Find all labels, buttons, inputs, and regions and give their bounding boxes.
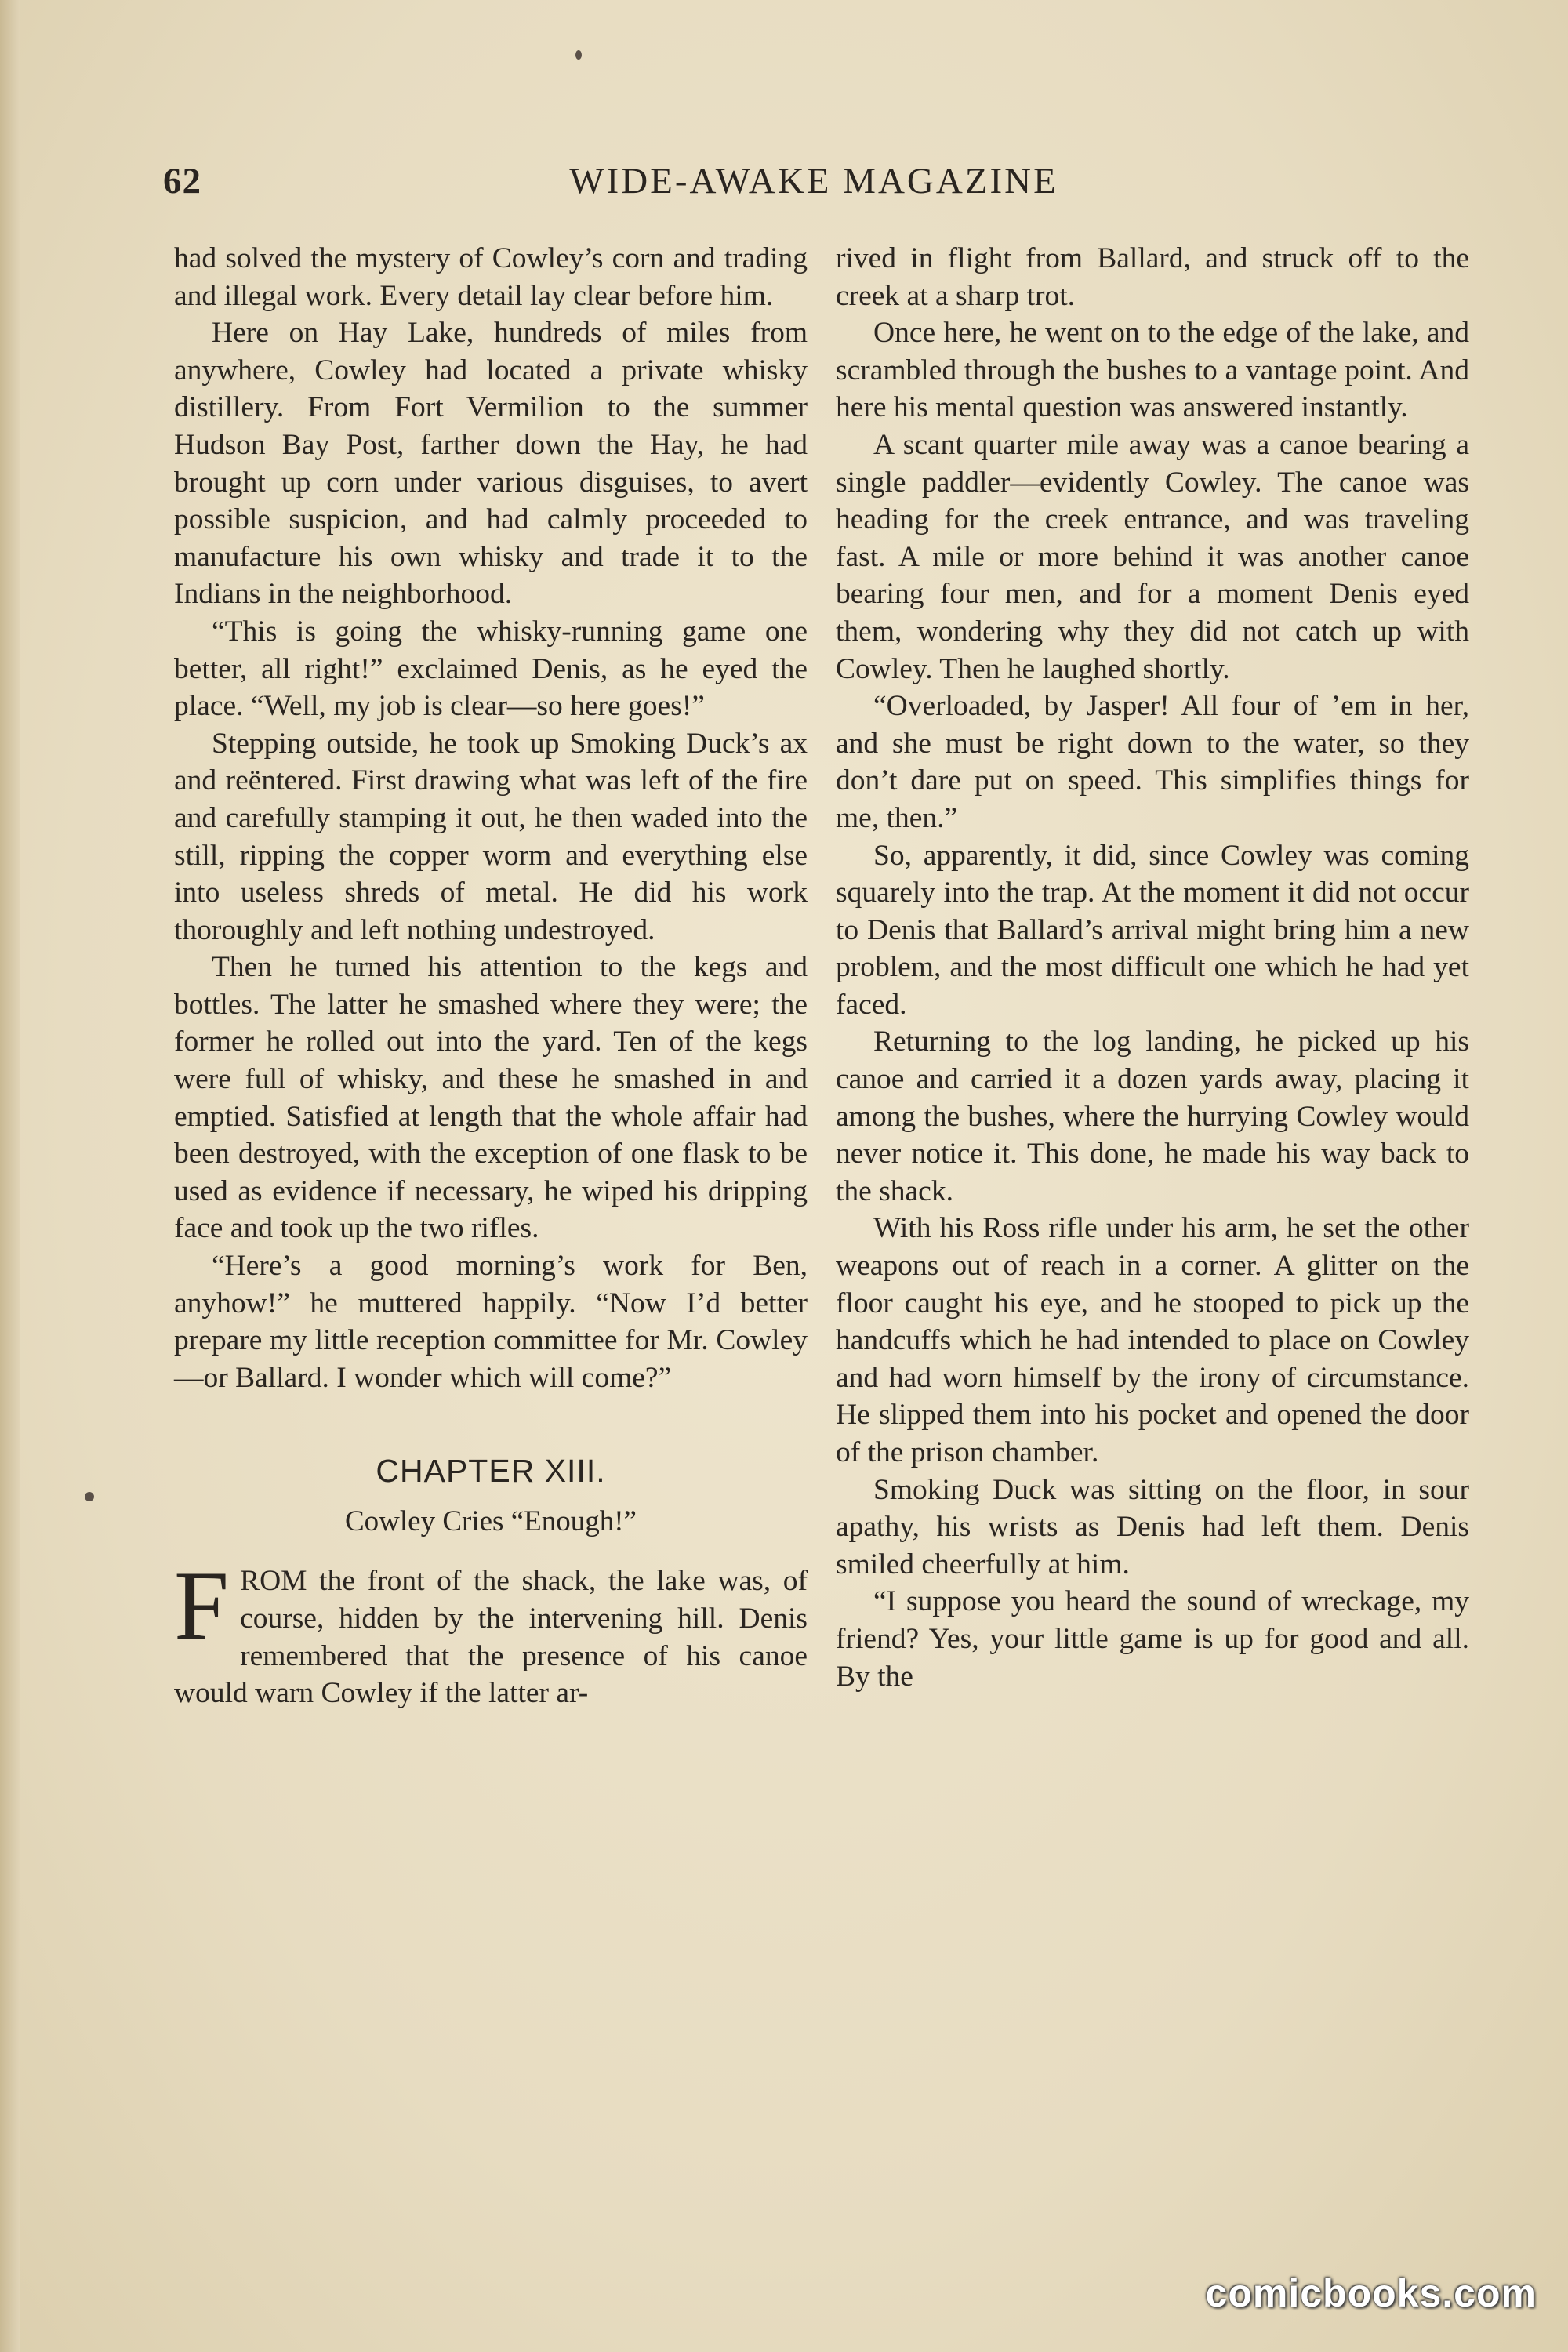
left-column xyxy=(174,240,808,1712)
paragraph: Smoking Duck was sitting on the floor, in sour apathy, his wrists as Denis had left them. Denis smiled cheerfully at him. xyxy=(836,1473,1469,1581)
chapter-header xyxy=(174,1451,808,1539)
paragraph: “I suppose you heard the sound of wreckage, my friend? Yes, your little game is up for good and all. By the xyxy=(836,1585,1469,1693)
watermark: comicbooks.com xyxy=(1205,2271,1537,2315)
paragraph: “Here’s a good morning’s work for Ben, anyhow!” he muttered happily. “Now I’d better prepare my little reception committee for Mr. Cowley—or Ballard. I wonder which will come?” xyxy=(174,1250,808,1394)
magazine-title: WIDE-AWAKE MAGAZINE xyxy=(569,161,1058,201)
page-edge xyxy=(0,0,20,2352)
page-number: 62 xyxy=(163,161,201,201)
paragraph: had solved the mystery of Cowley’s corn and trading and illegal work. Every detail lay clear before him. xyxy=(174,242,808,312)
paragraph: “This is going the whisky-running game one better, all right!” exclaimed Denis, as he eyed the place. “Well, my job is clear—so here goes!” xyxy=(174,615,808,723)
paragraph: So, apparently, it did, since Cowley was coming squarely into the trap. At the moment it did not occur to Denis that Ballard’s arrival might bring him a new problem, and the most difficult one which he had yet faced. xyxy=(836,839,1469,1021)
paragraph: “Overloaded, by Jasper! All four of ’em in her, and she must be right down to the water, so they don’t dare put on speed. This simplifies things for me, then.” xyxy=(836,690,1469,834)
paragraph: Then he turned his attention to the kegs and bottles. The latter he smashed where they were; the former he rolled out into the yard. Ten of the kegs were full of whisky, and these he smashed in and emptied. Satisfied at length that the whole affair had been destroyed, with the exception of one flask to be used as evidence if necessary, he wiped his dripping face and took up the two rifles. xyxy=(174,951,808,1245)
paragraph: Stepping outside, he took up Smoking Duck’s ax and reëntered. First drawing what was left of the fire and carefully stamping it out, he then waded into the still, ripping the copper worm and everything else into useless shreds of metal. He did his work thoroughly and left nothing undestroyed. xyxy=(174,727,808,946)
right-column xyxy=(836,240,1469,1695)
ink-speck xyxy=(85,1492,94,1501)
chapter-opening-paragraph xyxy=(174,1552,808,1711)
paragraph: Here on Hay Lake, hundreds of miles from anywhere, Cowley had located a private whisky distillery. From Fort Vermilion to the summer Hudson Bay Post, farther down the Hay, he had brought up corn under various disguises, to avert possible suspicion, and had calmly proceeded to manufacture his own whisky and trade it to the Indians in the neighborhood. xyxy=(174,317,808,611)
page-header xyxy=(163,160,1465,215)
paragraph: rived in flight from Ballard, and struck off to the creek at a sharp trot. xyxy=(836,242,1469,312)
ink-speck xyxy=(575,50,582,60)
chapter-heading: CHAPTER XIII. xyxy=(376,1453,606,1490)
chapter-subtitle: Cowley Cries “Enough!” xyxy=(345,1505,637,1538)
paragraph: Returning to the log landing, he picked up his canoe and carried it a dozen yards away, placing it among the bushes, where the hurrying Cowley would never notice it. This done, he made his way back to the shack. xyxy=(836,1025,1469,1207)
drop-cap: F xyxy=(174,1552,230,1661)
chapter-opening-text: ROM the front of the shack, the lake was, of course, hidden by the intervening hill. Denis remembered that the presence of his canoe would warn Cowley if the latter ar- xyxy=(174,1565,808,1710)
paragraph: A scant quarter mile away was a canoe bearing a single paddler—evidently Cowley. The canoe was heading for the creek entrance, and was traveling fast. A mile or more behind it was another canoe bearing four men, and for a moment Denis eyed them, wondering why they did not catch up with Cowley. Then he laughed shortly. xyxy=(836,428,1469,685)
paragraph: Once here, he went on to the edge of the lake, and scrambled through the bushes to a vantage point. And here his mental question was answered instantly. xyxy=(836,317,1469,424)
paragraph: With his Ross rifle under his arm, he set the other weapons out of reach in a corner. A glitter on the floor caught his eye, and he stooped to pick up the handcuffs which he had intended to place on Cowley and had worn himself by the irony of circumstance. He slipped them into his pocket and opened the door of the prison chamber. xyxy=(836,1212,1469,1468)
